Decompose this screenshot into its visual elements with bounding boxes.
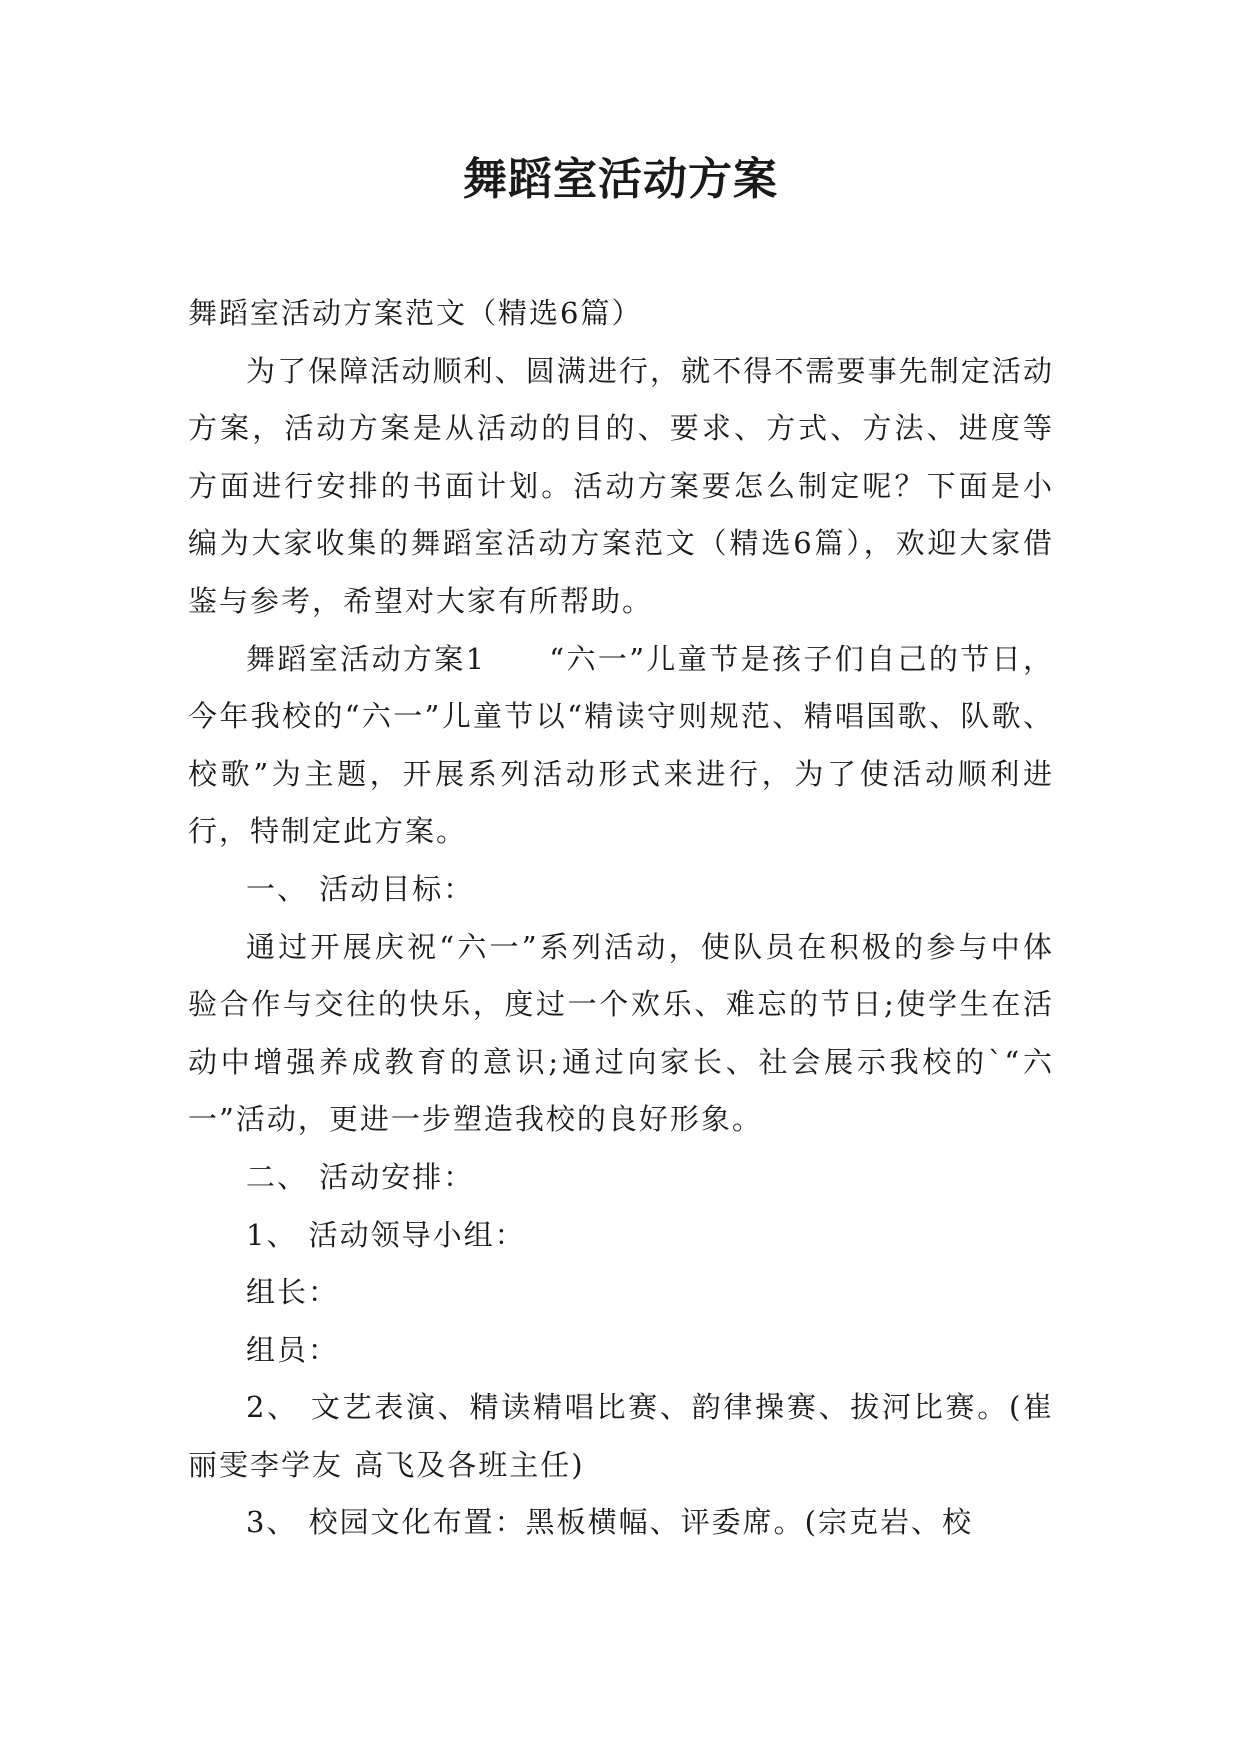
item-group-leader: 组长： xyxy=(246,1275,340,1310)
document-title: 舞蹈室活动方案 xyxy=(463,154,778,205)
item-campus-decoration: 3、 校园文化布置：黑板横幅、评委席。(宗克岩、校 xyxy=(246,1505,973,1540)
section-1-paragraph: 舞蹈室活动方案1 “六一”儿童节是孩子们自己的节日，今年我校的“六一”儿童节以“精读守则规范、精唱国歌、队歌、校歌”为主题，开展系列活动形式来进行，为了使活动顺利进行，特制定此方案。 xyxy=(188,641,1054,849)
document-body xyxy=(188,285,1054,1552)
heading-activity-goals: 一、 活动目标： xyxy=(246,871,475,906)
goals-paragraph: 通过开展庆祝“六一”系列活动，使队员在积极的参与中体验合作与交往的快乐，度过一个欢乐、难忘的节日;使学生在活动中增强养成教育的意识;通过向家长、社会展示我校的`“六一”活动，更进一步塑造我校的良好形象。 xyxy=(188,929,1054,1137)
item-group-members: 组员： xyxy=(246,1332,340,1367)
intro-paragraph: 为了保障活动顺利、圆满进行，就不得不需要事先制定活动方案，活动方案是从活动的目的、要求、方式、方法、进度等方面进行安排的书面计划。活动方案要怎么制定呢？下面是小编为大家收集的舞蹈室活动方案范文（精选6篇），欢迎大家借鉴与参考，希望对大家有所帮助。 xyxy=(188,353,1054,618)
item-performances: 2、 文艺表演、精读精唱比赛、韵律操赛、拔河比赛。(崔丽雯李学友 高飞及各班主任) xyxy=(188,1390,1054,1482)
document-subtitle: 舞蹈室活动方案范文（精选6篇） xyxy=(188,296,643,330)
heading-activity-arrangement: 二、 活动安排： xyxy=(246,1159,475,1194)
item-leadership-group: 1、 活动领导小组： xyxy=(246,1217,526,1252)
